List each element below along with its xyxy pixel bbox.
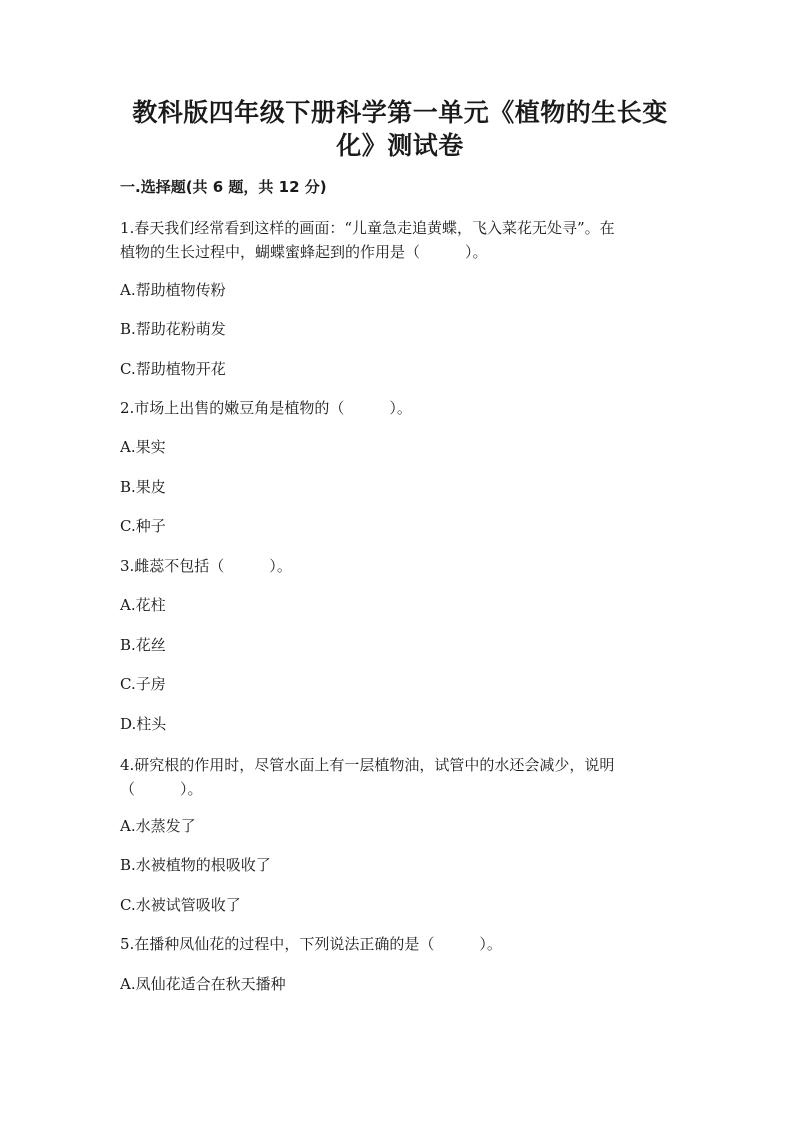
question-4-stem-line-1: 4.研究根的作用时，尽管水面上有一层植物油，试管中的水还会减少，说明 [120, 756, 615, 774]
question-2-option-a: A.果实 [120, 438, 166, 456]
question-3-stem: 3.雌蕊不包括（ ）。 [120, 557, 292, 575]
question-5-stem: 5.在播种凤仙花的过程中，下列说法正确的是（ ）。 [120, 935, 502, 953]
question-1-option-c: C.帮助植物开花 [120, 360, 226, 378]
question-4-stem-line-2: （ ）。 [120, 780, 203, 798]
question-1-stem [120, 216, 680, 264]
question-4-option-b: B.水被植物的根吸收了 [120, 856, 271, 874]
title-line-2: 化》测试卷 [336, 131, 464, 160]
question-3-option-b: B.花丝 [120, 636, 166, 654]
question-2-option-c: C.种子 [120, 517, 166, 535]
question-5-option-a: A.凤仙花适合在秋天播种 [120, 975, 286, 993]
question-1-option-b: B.帮助花粉萌发 [120, 320, 226, 338]
question-4-option-c: C.水被试管吸收了 [120, 896, 241, 914]
question-3-option-d: D.柱头 [120, 715, 167, 733]
question-3-option-c: C.子房 [120, 675, 166, 693]
question-2-stem: 2.市场上出售的嫩豆角是植物的（ ）。 [120, 399, 412, 417]
document-title [100, 96, 700, 162]
question-1-stem-line-2: 植物的生长过程中，蝴蝶蜜蜂起到的作用是（ ）。 [120, 243, 488, 261]
section-heading: 一.选择题(共 6 题，共 12 分) [120, 178, 327, 196]
question-3-option-a: A.花柱 [120, 596, 166, 614]
question-2-option-b: B.果皮 [120, 478, 166, 496]
title-line-1: 教科版四年级下册科学第一单元《植物的生长变 [132, 98, 668, 127]
question-1-stem-line-1: 1.春天我们经常看到这样的画面：“儿童急走追黄蝶，飞入菜花无处寻”。在 [120, 219, 615, 237]
question-4-option-a: A.水蒸发了 [120, 817, 196, 835]
question-1-option-a: A.帮助植物传粉 [120, 281, 226, 299]
question-4-stem [120, 753, 680, 801]
